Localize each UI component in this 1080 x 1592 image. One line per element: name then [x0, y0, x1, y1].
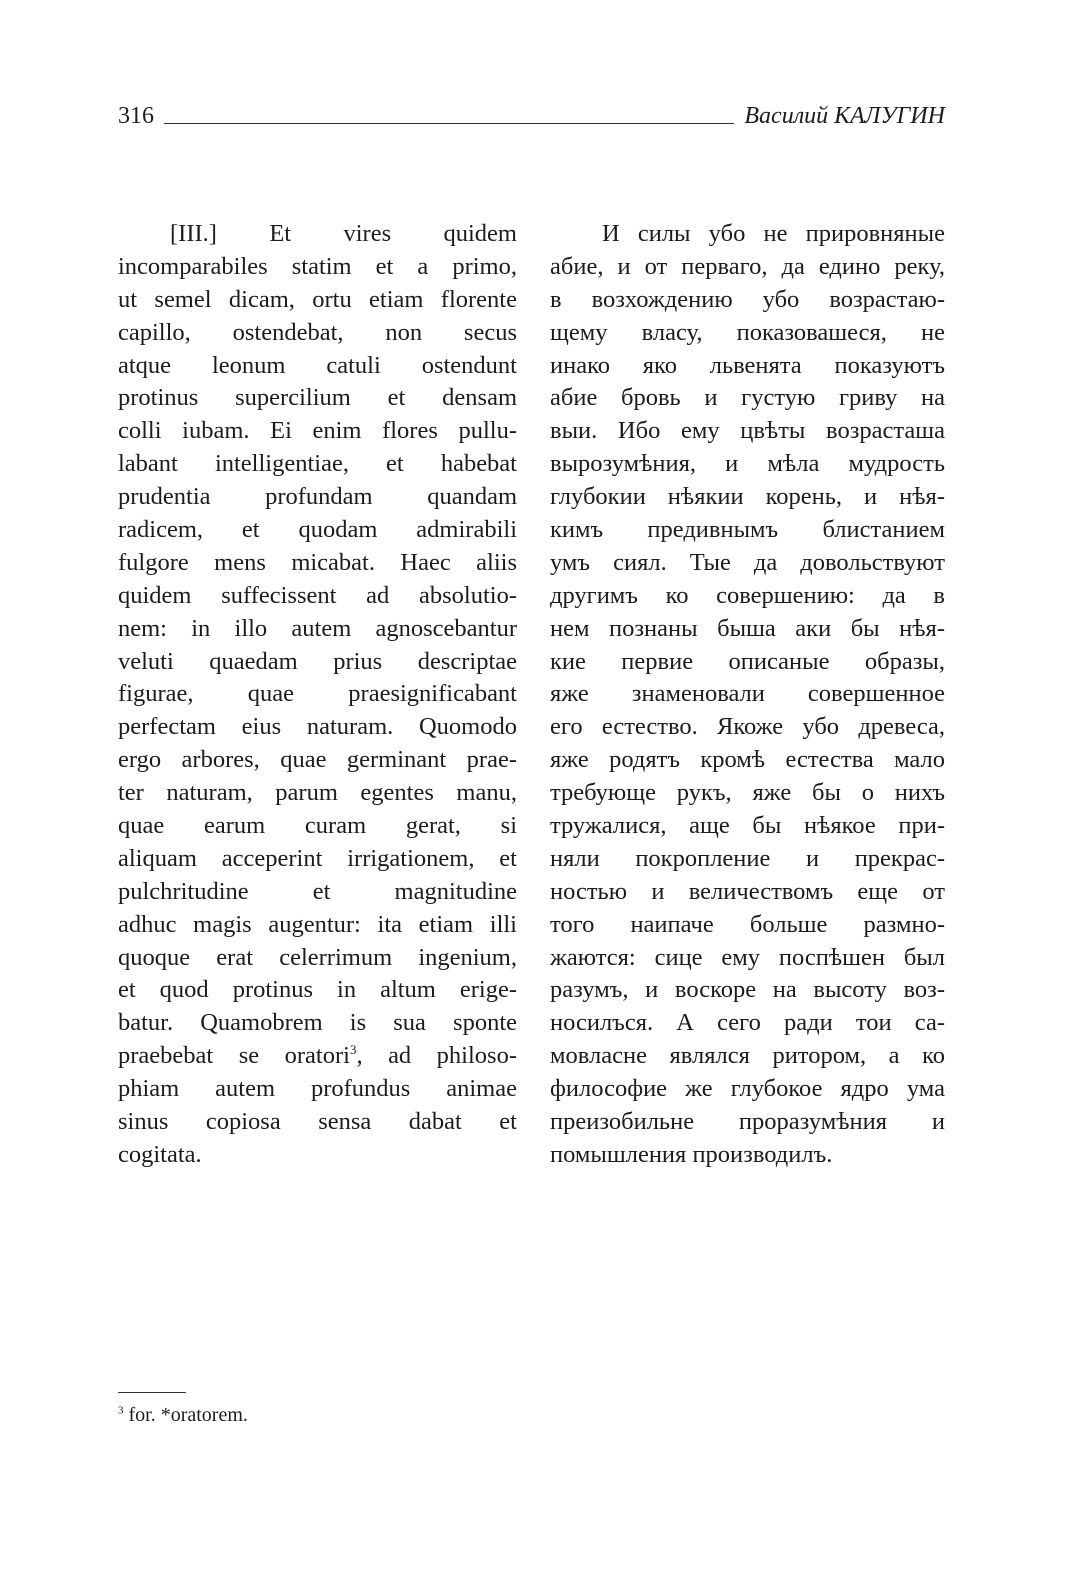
text-line: другимъ ко совершению: да в: [550, 581, 945, 609]
text-line: кимъ предивнымъ блистанием: [550, 516, 945, 544]
text-fragment: praebebat se oratori: [118, 1042, 350, 1070]
latin-column: [118, 218, 517, 1172]
text-line: labant intelligentiae, et habebat: [118, 450, 517, 478]
text-line: ностью и величествомъ еще от: [550, 877, 945, 905]
text-line: вырозумѣния, и мѣла мудрость: [550, 450, 945, 478]
text-line: quidem suffecissent ad absolutio-: [118, 581, 517, 609]
text-line: sinus copiosa sensa dabat et: [118, 1108, 517, 1136]
text-line: кие первие описаные образы,: [550, 647, 945, 675]
text-line: выи. Ибо ему цвѣты возрасташа: [550, 417, 945, 445]
text-line: incomparabiles statim et a primo,: [118, 252, 517, 280]
text-line: atque leonum catuli ostendunt: [118, 351, 517, 379]
text-line: разумъ, и воскоре на высоту воз-: [550, 976, 945, 1004]
text-line: perfectam eius naturam. Quomodo: [118, 713, 517, 741]
text-line: adhuc magis augentur: ita etiam illi: [118, 910, 517, 938]
text-line: protinus supercilium et densam: [118, 384, 517, 412]
text-line: veluti quaedam prius descriptae: [118, 647, 517, 675]
text-line: инако яко львенята показуютъ: [550, 351, 945, 379]
text-line: batur. Quamobrem is sua sponte: [118, 1009, 517, 1037]
text-line: того наипаче больше размно-: [550, 910, 945, 938]
text-line: философие же глубокое ядро ума: [550, 1075, 945, 1103]
text-line: et quod protinus in altum erige-: [118, 976, 517, 1004]
text-line: nem: in illo autem agnoscebantur: [118, 614, 517, 642]
text-line: яже родятъ кромѣ естества мало: [550, 746, 945, 774]
text-line: figurae, quae praesignificabant: [118, 680, 517, 708]
text-line: умъ сиял. Тые да довольствуют: [550, 548, 945, 576]
text-line: ergo arbores, quae germinant prae-: [118, 746, 517, 774]
text-line: абие бровь и густую гриву на: [550, 384, 945, 412]
text-line: quae earum curam gerat, si: [118, 812, 517, 840]
text-line: radicem, et quodam admirabili: [118, 516, 517, 544]
page-number: 316: [118, 103, 154, 129]
footnote-rule: [118, 1392, 186, 1393]
text-line: абие, и от перваго, да едино реку,: [550, 252, 945, 280]
text-line: его естество. Якоже убо древеса,: [550, 713, 945, 741]
text-line: [118, 1040, 517, 1073]
text-line: cogitata.: [118, 1140, 202, 1168]
text-line: quoque erat celerrimum ingenium,: [118, 943, 517, 971]
text-line: тружалися, аще бы нѣякое при-: [550, 812, 945, 840]
text-line: глубокии нѣякии корень, и нѣя-: [550, 483, 945, 511]
text-line: aliquam acceperint irrigationem, et: [118, 844, 517, 872]
text-line: носилъся. А сего ради тои са-: [550, 1009, 945, 1037]
footnote: [118, 1404, 248, 1427]
text-line: няли покропление и прекрас-: [550, 844, 945, 872]
running-header: [118, 96, 945, 130]
text-line: prudentia profundam quandam: [118, 483, 517, 511]
text-line: жаются: сице ему поспѣшен был: [550, 943, 945, 971]
text-line: нем познаны быша аки бы нѣя-: [550, 614, 945, 642]
text-line: яже знаменовали совершенное: [550, 680, 945, 708]
text-fragment: , ad philoso-: [356, 1042, 517, 1070]
text-line: щему власу, показовашеся, не: [550, 318, 945, 346]
text-line: ut semel dicam, ortu etiam florente: [118, 285, 517, 313]
footnote-reference[interactable]: 3: [349, 1042, 357, 1058]
text-line: помышления производилъ.: [550, 1140, 833, 1168]
footnote-text: for. *oratorem.: [123, 1404, 248, 1426]
slavonic-column: [550, 218, 945, 1172]
text-line: в возхождению убо возрастаю-: [550, 285, 945, 313]
text-line: colli iubam. Ei enim flores pullu-: [118, 417, 517, 445]
text-line: преизобильне проразумѣния и: [550, 1108, 945, 1136]
text-line: fulgore mens micabat. Haec aliis: [118, 548, 517, 576]
text-line: capillo, ostendebat, non secus: [118, 318, 517, 346]
text-line: мовласне являлся ритором, а ко: [550, 1042, 945, 1070]
text-line: pulchritudine et magnitudine: [118, 877, 517, 905]
text-line: phiam autem profundus animae: [118, 1075, 517, 1103]
footnote-number: 3: [118, 1404, 124, 1417]
text-line: И силы убо не прировняные: [602, 220, 945, 247]
running-head-author: Василий КАЛУГИН: [744, 103, 945, 129]
text-line: [III.] Et vires quidem: [170, 220, 517, 247]
text-line: требующе рукъ, яже бы о нихъ: [550, 779, 945, 807]
text-line: ter naturam, parum egentes manu,: [118, 779, 517, 807]
header-rule: [164, 123, 734, 124]
